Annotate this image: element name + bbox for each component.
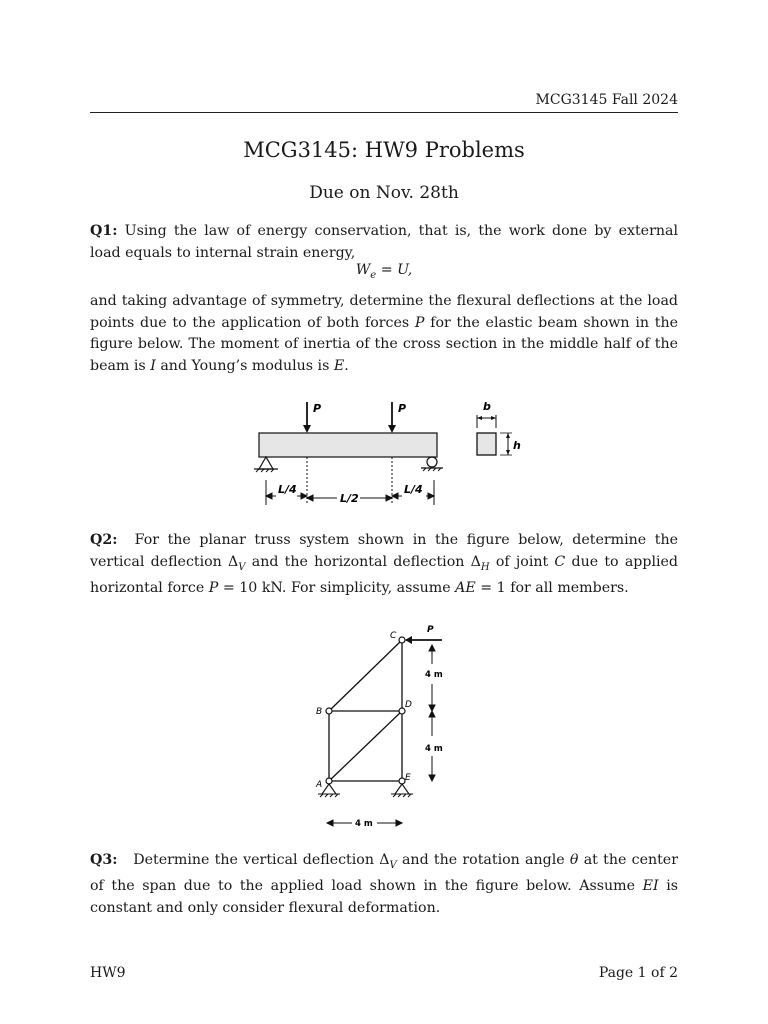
load-label-2: P	[398, 402, 407, 415]
node-label-a: A	[316, 780, 323, 790]
footer-left: HW9	[90, 965, 126, 981]
footer-page-number: Page 1 of 2	[598, 965, 678, 981]
beam	[259, 433, 437, 457]
q2-label: Q2:	[90, 532, 118, 548]
node-label-b: B	[316, 707, 323, 717]
load-label-p: P	[427, 625, 434, 635]
q3-body: Q3: Determine the vertical deflection $\Delta_V$ and the rotation angle θ at the center of the span due to the applied load shown in the figure below. Assume EI is constant and only consider flexural deformation.	[90, 852, 679, 916]
header-course-term: MCG3145 Fall 2024	[535, 92, 678, 108]
beam-figure	[240, 390, 540, 515]
dim-upper-height: 4 m	[425, 670, 443, 680]
dim-width: 4 m	[355, 819, 373, 829]
q1-body: and taking advantage of symmetry, determine the flexural deflections at the load points due to the application of both forces P for the elastic beam shown in the figure below. The moment of inertia of the cross section in the middle half of the beam is I and Young’s modulus is E.	[90, 293, 678, 374]
q1-label: Q1:	[90, 223, 118, 239]
load-label-1: P	[313, 402, 322, 415]
page-title: MCG3145: HW9 Problems	[243, 138, 525, 162]
node-label-c: C	[390, 631, 397, 641]
dim-right: L/4	[404, 483, 423, 496]
node-label-e: E	[405, 773, 411, 783]
dim-left: L/4	[278, 483, 297, 496]
section-width-label: b	[483, 400, 491, 413]
q2-body: Q2: For the planar truss system shown in the figure below, determine the vertical deflection $\Delta_V$ and the horizontal deflection $\Delta_H$ of joint C due to applied horizontal force P = 10 kN. For simplicity, assume AE = 1 for all members.	[90, 532, 678, 596]
dim-lower-height: 4 m	[425, 744, 443, 754]
q3-label: Q3:	[90, 852, 118, 868]
q1-text-a: Using the law of energy conservation, that is, the work done by external load equals to internal strain energy,	[90, 223, 678, 261]
header-rule	[90, 112, 678, 113]
truss-figure	[308, 612, 468, 832]
node-label-d: D	[405, 700, 412, 710]
due-date: Due on Nov. 28th	[309, 183, 459, 203]
section-height-label: h	[513, 439, 521, 452]
q1-intro	[90, 221, 678, 264]
dim-mid: L/2	[340, 492, 359, 505]
q1-equation: $W_e = U$,	[355, 262, 413, 281]
